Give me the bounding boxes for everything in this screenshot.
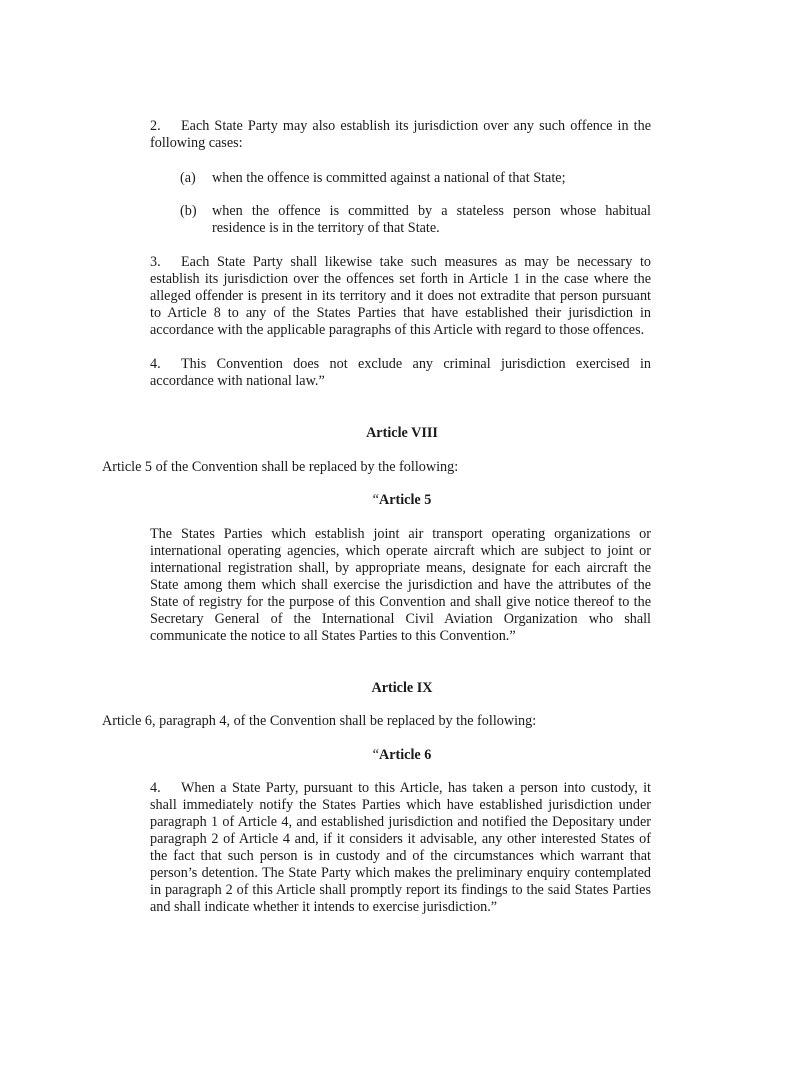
- article-heading: Article IX: [371, 680, 433, 696]
- paragraph-4: [150, 356, 651, 390]
- paragraph-text: This Convention does not exclude any criminal jurisdiction exercised in accordance with national law.”: [150, 356, 651, 389]
- quoted-article-title: Article 6: [378, 747, 432, 763]
- quoted-article-title: Article 5: [378, 492, 432, 508]
- paragraph-2: [150, 118, 651, 152]
- paragraph-text: Each State Party may also establish its jurisdiction over any such offence in the following cases:: [150, 118, 651, 151]
- sub-item-label: (a): [180, 170, 196, 186]
- article-heading: Article VIII: [366, 425, 438, 441]
- sub-item-text: when the offence is committed by a stateless person whose habitual residence is in the territory of that State.: [212, 203, 651, 236]
- paragraph-number: 4.: [150, 780, 161, 796]
- paragraph-text: Each State Party shall likewise take such measures as may be necessary to establish its jurisdiction over the offences set forth in Article 1 in the case where the alleged offender is present in its territory and it does not extradite that person pursuant to Article 8 to any of the States Parties that have established their jurisdiction in accordance with the applicable paragraphs of this Article with regard to those offences.: [150, 254, 651, 338]
- paragraph-3: [150, 254, 651, 339]
- quoted-article-heading: [102, 492, 702, 509]
- open-quote: “: [372, 492, 379, 508]
- sub-item-text: when the offence is committed against a national of that State;: [212, 170, 566, 186]
- open-quote: “: [372, 747, 379, 763]
- quoted-paragraph-4: [150, 780, 651, 916]
- paragraph-number: 3.: [150, 254, 161, 270]
- paragraph-text: When a State Party, pursuant to this Article, has taken a person into custody, it shall immediately notify the States Parties which have established jurisdiction under paragraph 1 of Article 4, and established jurisdiction and notified the Depositary under paragraph 2 of Article 4 and, if it considers it advisable, any other interested States of the fact that such person is in custody and of the circumstances which warrant that person’s detention. The State Party which makes the preliminary enquiry contemplated in paragraph 2 of this Article shall promptly report its findings to the said States Parties and shall indicate whether it intends to exercise jurisdiction.”: [150, 780, 651, 915]
- quoted-article-body: The States Parties which establish joint air transport operating organizations or international operating agencies, which operate aircraft which are subject to joint or international registration shall, by appropriate means, designate for each aircraft the State among them which shall exercise the jurisdiction and have the attributes of the State of registry for the purpose of this Convention and shall give notice thereof to the Secretary General of the International Civil Aviation Organization who shall communicate the notice to all States Parties to this Convention.”: [150, 526, 651, 644]
- paragraph-number: 4.: [150, 356, 161, 372]
- sub-item-b: [180, 203, 651, 237]
- paragraph-number: 2.: [150, 118, 161, 134]
- sub-item-label: (b): [180, 203, 197, 219]
- quoted-article-heading: [102, 747, 702, 764]
- article-intro: Article 6, paragraph 4, of the Convention shall be replaced by the following:: [102, 713, 537, 729]
- sub-item-a: [180, 170, 651, 187]
- article-intro: Article 5 of the Convention shall be replaced by the following:: [102, 459, 459, 475]
